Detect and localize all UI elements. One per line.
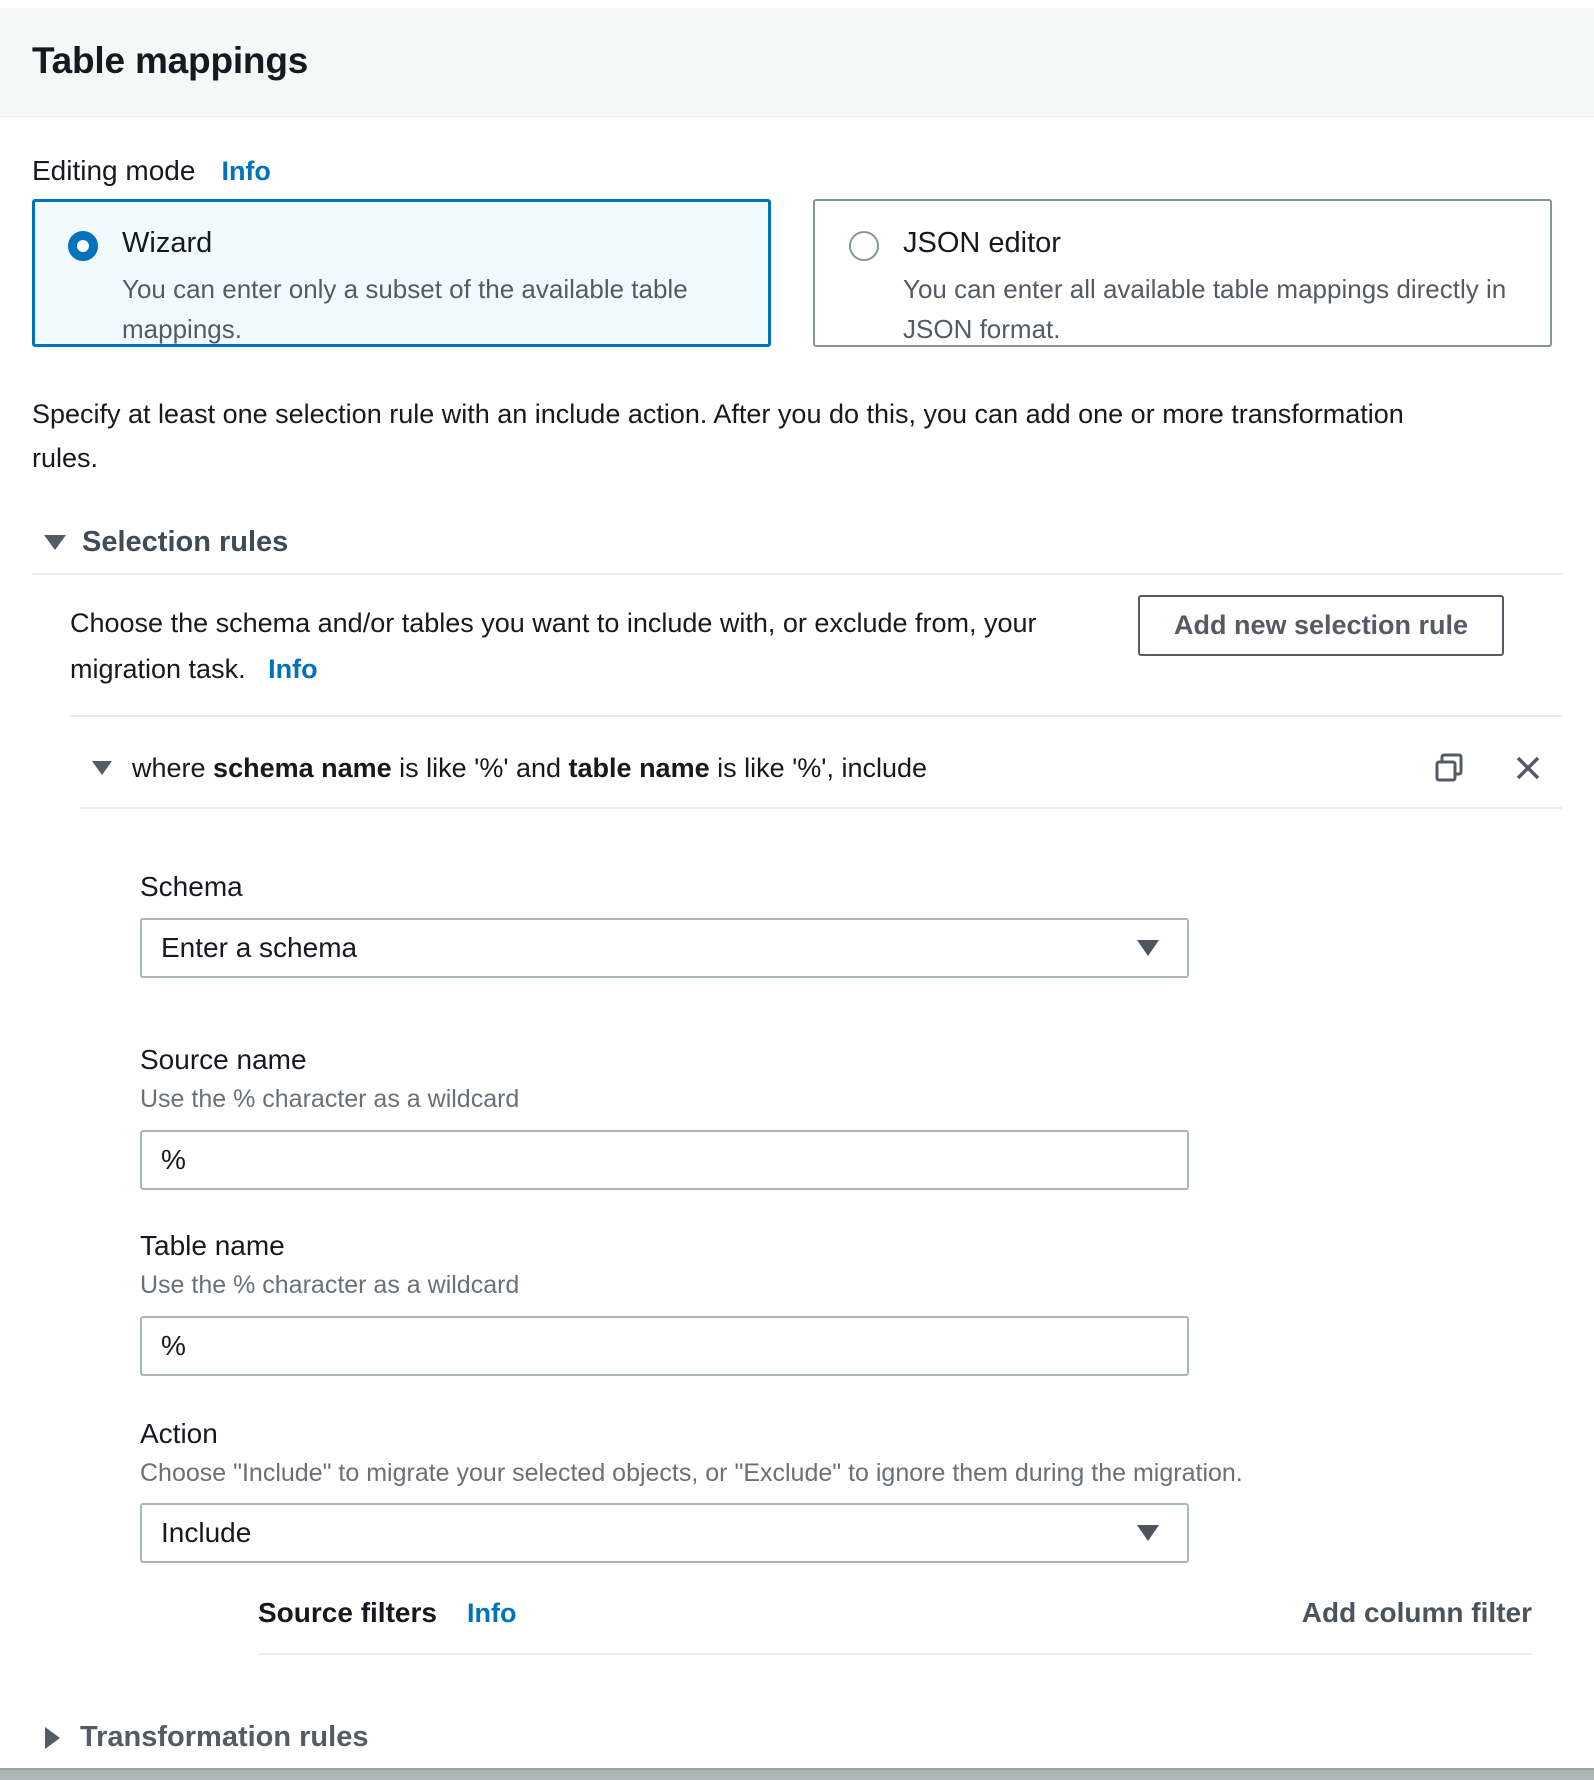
intro-text: Specify at least one selection rule with an include action. After you do this, you can add one or more transformation rules. [32, 399, 1404, 473]
duplicate-rule-button[interactable] [1432, 751, 1466, 785]
editing-mode-info-link[interactable]: Info [221, 156, 271, 186]
chevron-down-icon [1137, 1525, 1159, 1541]
table-mappings-panel [0, 155, 1594, 1754]
source-name-field-group [140, 1044, 1562, 1190]
copy-icon [1432, 751, 1466, 785]
action-helper: Choose "Include" to migrate your selected objects, or "Exclude" to ignore them during the migration. [140, 1459, 1243, 1488]
add-column-filter-button[interactable]: Add column filter [1301, 1597, 1532, 1629]
container-header [0, 8, 1594, 117]
rule-summary-row[interactable] [80, 751, 1562, 785]
tile-wizard[interactable] [32, 199, 771, 347]
divider [80, 807, 1562, 809]
schema-select-value: Enter a schema [161, 932, 358, 964]
chevron-right-icon [45, 1727, 60, 1749]
transformation-rules-header[interactable] [32, 1721, 1562, 1754]
table-name-field-group [140, 1230, 1562, 1376]
action-label: Action [140, 1418, 218, 1450]
source-filters-label: Source filters [258, 1597, 437, 1629]
close-icon [1512, 752, 1544, 784]
editing-mode-tiles [32, 199, 1562, 347]
selection-rules-header[interactable] [32, 526, 1562, 559]
schema-label: Schema [140, 871, 243, 903]
tile-json-editor[interactable] [813, 199, 1552, 347]
chevron-down-icon [44, 535, 66, 550]
source-name-input[interactable] [140, 1130, 1189, 1190]
transformation-rules-title: Transformation rules [80, 1721, 369, 1754]
remove-rule-button[interactable] [1512, 752, 1544, 784]
rule-form [80, 871, 1562, 1655]
tile-wizard-description: You can enter only a subset of the available table mappings. [122, 274, 688, 345]
schema-select[interactable] [140, 918, 1189, 978]
table-name-label: Table name [140, 1230, 285, 1262]
divider [258, 1653, 1532, 1655]
source-filters-info-link[interactable]: Info [466, 1598, 517, 1629]
tile-json-editor-content [903, 227, 1534, 345]
divider [70, 715, 1562, 717]
action-field-group [140, 1418, 1562, 1563]
rule-actions [1432, 751, 1562, 785]
action-select-value: Include [161, 1517, 252, 1549]
chevron-down-icon [1137, 940, 1159, 956]
selection-rules-info-link[interactable]: Info [268, 654, 318, 685]
add-selection-rule-button[interactable]: Add new selection rule [1138, 595, 1504, 656]
radio-wizard-selected[interactable] [68, 231, 98, 261]
page-title: Table mappings [32, 40, 309, 81]
schema-field-group [140, 871, 1562, 978]
action-select[interactable] [140, 1503, 1189, 1563]
top-spacer [0, 0, 1594, 8]
tile-wizard-label: Wizard [122, 227, 213, 259]
chevron-down-icon [92, 761, 112, 775]
tile-wizard-content [122, 227, 753, 344]
bottom-panel-edge [0, 1768, 1594, 1780]
tile-json-editor-label: JSON editor [903, 227, 1061, 259]
table-name-input[interactable] [140, 1316, 1189, 1376]
rule-summary-text: where schema name is like '%' and table name is like '%', include [132, 752, 928, 783]
source-name-helper: Use the % character as a wildcard [140, 1085, 520, 1114]
radio-json-editor[interactable] [849, 231, 879, 261]
divider [32, 573, 1562, 575]
selection-rule [32, 751, 1562, 1655]
selection-rules-description-text: Choose the schema and/or tables you want to include with, or exclude from, your migration task. [70, 608, 1037, 685]
editing-mode-label: Editing mode [32, 155, 196, 186]
selection-rules-desc-row [32, 595, 1562, 693]
selection-rules-title: Selection rules [82, 526, 289, 559]
editing-mode-row [32, 155, 1562, 187]
source-name-label: Source name [140, 1044, 307, 1076]
source-filters-row [258, 1597, 1532, 1629]
source-filters-section [258, 1597, 1532, 1655]
selection-rules-description [70, 601, 1130, 693]
tile-json-editor-description: You can enter all available table mappings directly in JSON format. [903, 274, 1507, 345]
table-name-helper: Use the % character as a wildcard [140, 1271, 520, 1300]
